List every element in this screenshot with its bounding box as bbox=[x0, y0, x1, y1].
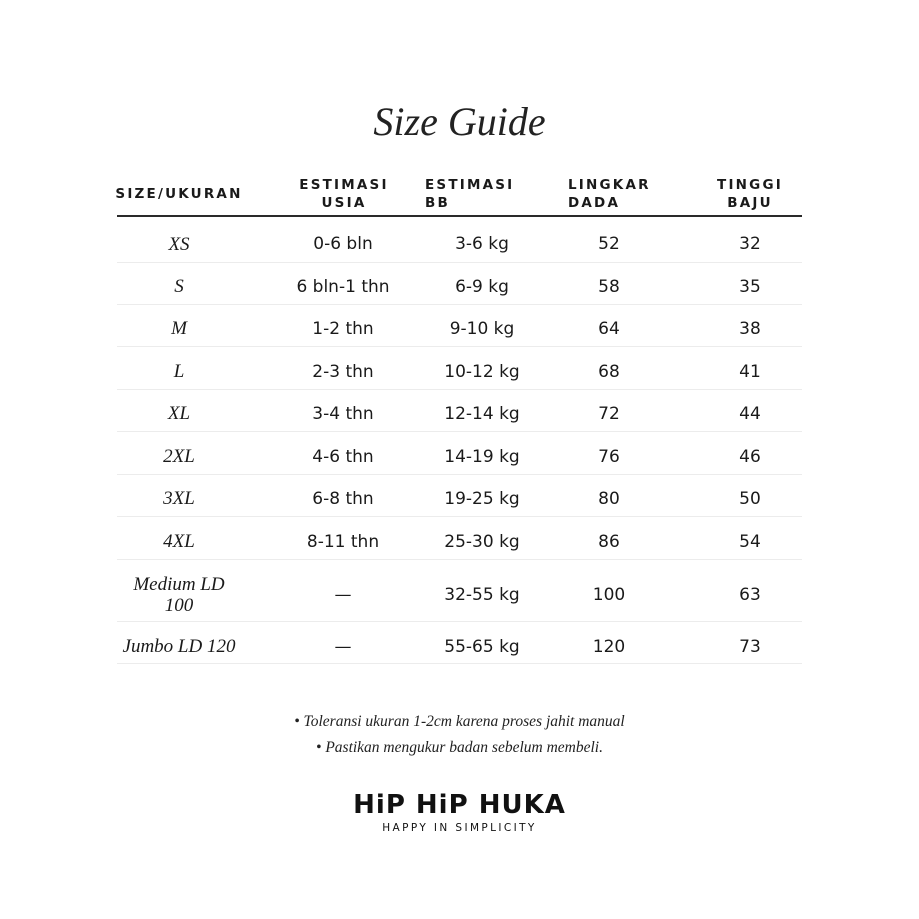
bb-cell: 25-30 kg bbox=[444, 531, 520, 552]
header-bb-line1: ESTIMASI bbox=[425, 177, 515, 193]
header-tinggi bbox=[694, 176, 806, 212]
tinggi-cell: 46 bbox=[739, 446, 761, 467]
usia-cell: 4-6 thn bbox=[312, 446, 374, 467]
bb-cell: 32-55 kg bbox=[444, 584, 520, 605]
header-bb bbox=[407, 176, 545, 212]
tinggi-cell: 32 bbox=[739, 234, 761, 254]
size-cell: Medium LD 100 bbox=[133, 573, 225, 616]
tinggi-cell: 73 bbox=[739, 636, 761, 657]
bb-cell: 12-14 kg bbox=[444, 403, 520, 424]
header-size-label: SIZE/UKURAN bbox=[115, 186, 243, 202]
header-dada-line2: DADA bbox=[568, 195, 621, 211]
table-row bbox=[117, 311, 802, 347]
brand-logo: HiP HiP HUKA bbox=[353, 790, 566, 820]
usia-cell: 3-4 thn bbox=[312, 403, 374, 424]
tinggi-cell: 50 bbox=[739, 488, 761, 509]
table-row bbox=[117, 630, 802, 664]
dada-cell: 100 bbox=[592, 584, 626, 605]
bb-cell: 3-6 kg bbox=[455, 234, 509, 254]
header-tinggi-line2: BAJU bbox=[727, 195, 773, 211]
dada-cell: 120 bbox=[592, 636, 626, 657]
tinggi-cell: 38 bbox=[739, 318, 761, 339]
tinggi-cell: 35 bbox=[739, 276, 761, 297]
header-usia bbox=[268, 176, 420, 212]
table-row bbox=[117, 568, 802, 622]
header-usia-line1: ESTIMASI bbox=[299, 177, 389, 193]
header-divider bbox=[117, 215, 802, 217]
usia-cell: 2-3 thn bbox=[312, 361, 374, 382]
dada-cell: 58 bbox=[598, 276, 620, 297]
header-size bbox=[109, 185, 249, 203]
size-cell: S bbox=[174, 276, 184, 297]
dada-cell: 68 bbox=[598, 361, 620, 382]
bb-cell: 10-12 kg bbox=[444, 361, 520, 382]
dada-cell: 52 bbox=[598, 234, 620, 254]
table-row bbox=[117, 439, 802, 475]
usia-cell: 6 bln-1 thn bbox=[296, 276, 390, 297]
page-title: Size Guide bbox=[373, 99, 546, 144]
usia-cell: 1-2 thn bbox=[312, 318, 374, 339]
tinggi-cell: 44 bbox=[739, 403, 761, 424]
dada-cell: 64 bbox=[598, 318, 620, 339]
table-row bbox=[117, 226, 802, 263]
usia-cell: 6-8 thn bbox=[312, 488, 374, 509]
size-cell: XS bbox=[168, 233, 190, 255]
dada-cell: 72 bbox=[598, 403, 620, 424]
header-bb-line2: BB bbox=[425, 195, 450, 211]
tinggi-cell: 63 bbox=[739, 584, 761, 605]
header-dada-line1: LINGKAR bbox=[568, 177, 651, 193]
size-cell: 4XL bbox=[163, 531, 195, 552]
table-row bbox=[117, 524, 802, 560]
size-cell: M bbox=[171, 318, 187, 339]
brand-tagline: HAPPY IN SIMPLICITY bbox=[382, 822, 537, 834]
table-row bbox=[117, 354, 802, 390]
usia-cell: 8-11 thn bbox=[306, 531, 380, 552]
dada-cell: 76 bbox=[598, 446, 620, 467]
size-cell: 3XL bbox=[163, 488, 195, 509]
bb-cell: 55-65 kg bbox=[444, 636, 520, 657]
bb-cell: 9-10 kg bbox=[449, 318, 515, 339]
bb-cell: 6-9 kg bbox=[455, 276, 509, 297]
note-measure: • Pastikan mengukur badan sebelum membeli. bbox=[316, 739, 603, 756]
usia-cell: — bbox=[334, 636, 352, 657]
header-usia-line2: USIA bbox=[321, 195, 367, 211]
size-cell: Jumbo LD 120 bbox=[122, 636, 236, 657]
size-cell: L bbox=[173, 361, 185, 382]
table-row bbox=[117, 269, 802, 305]
table-row bbox=[117, 481, 802, 517]
header-dada bbox=[554, 176, 688, 212]
bb-cell: 19-25 kg bbox=[444, 488, 520, 509]
tinggi-cell: 54 bbox=[739, 531, 761, 552]
header-tinggi-line1: TINGGI bbox=[717, 177, 783, 193]
usia-cell: — bbox=[334, 584, 352, 605]
notes bbox=[0, 709, 919, 761]
usia-cell: 0-6 bln bbox=[313, 234, 373, 254]
size-cell: XL bbox=[167, 403, 191, 424]
size-cell: 2XL bbox=[163, 446, 195, 467]
dada-cell: 80 bbox=[598, 488, 620, 509]
dada-cell: 86 bbox=[598, 531, 620, 552]
bb-cell: 14-19 kg bbox=[444, 446, 520, 467]
tinggi-cell: 41 bbox=[739, 361, 761, 382]
note-tolerance: • Toleransi ukuran 1-2cm karena proses jahit manual bbox=[294, 713, 625, 730]
table-row bbox=[117, 396, 802, 432]
